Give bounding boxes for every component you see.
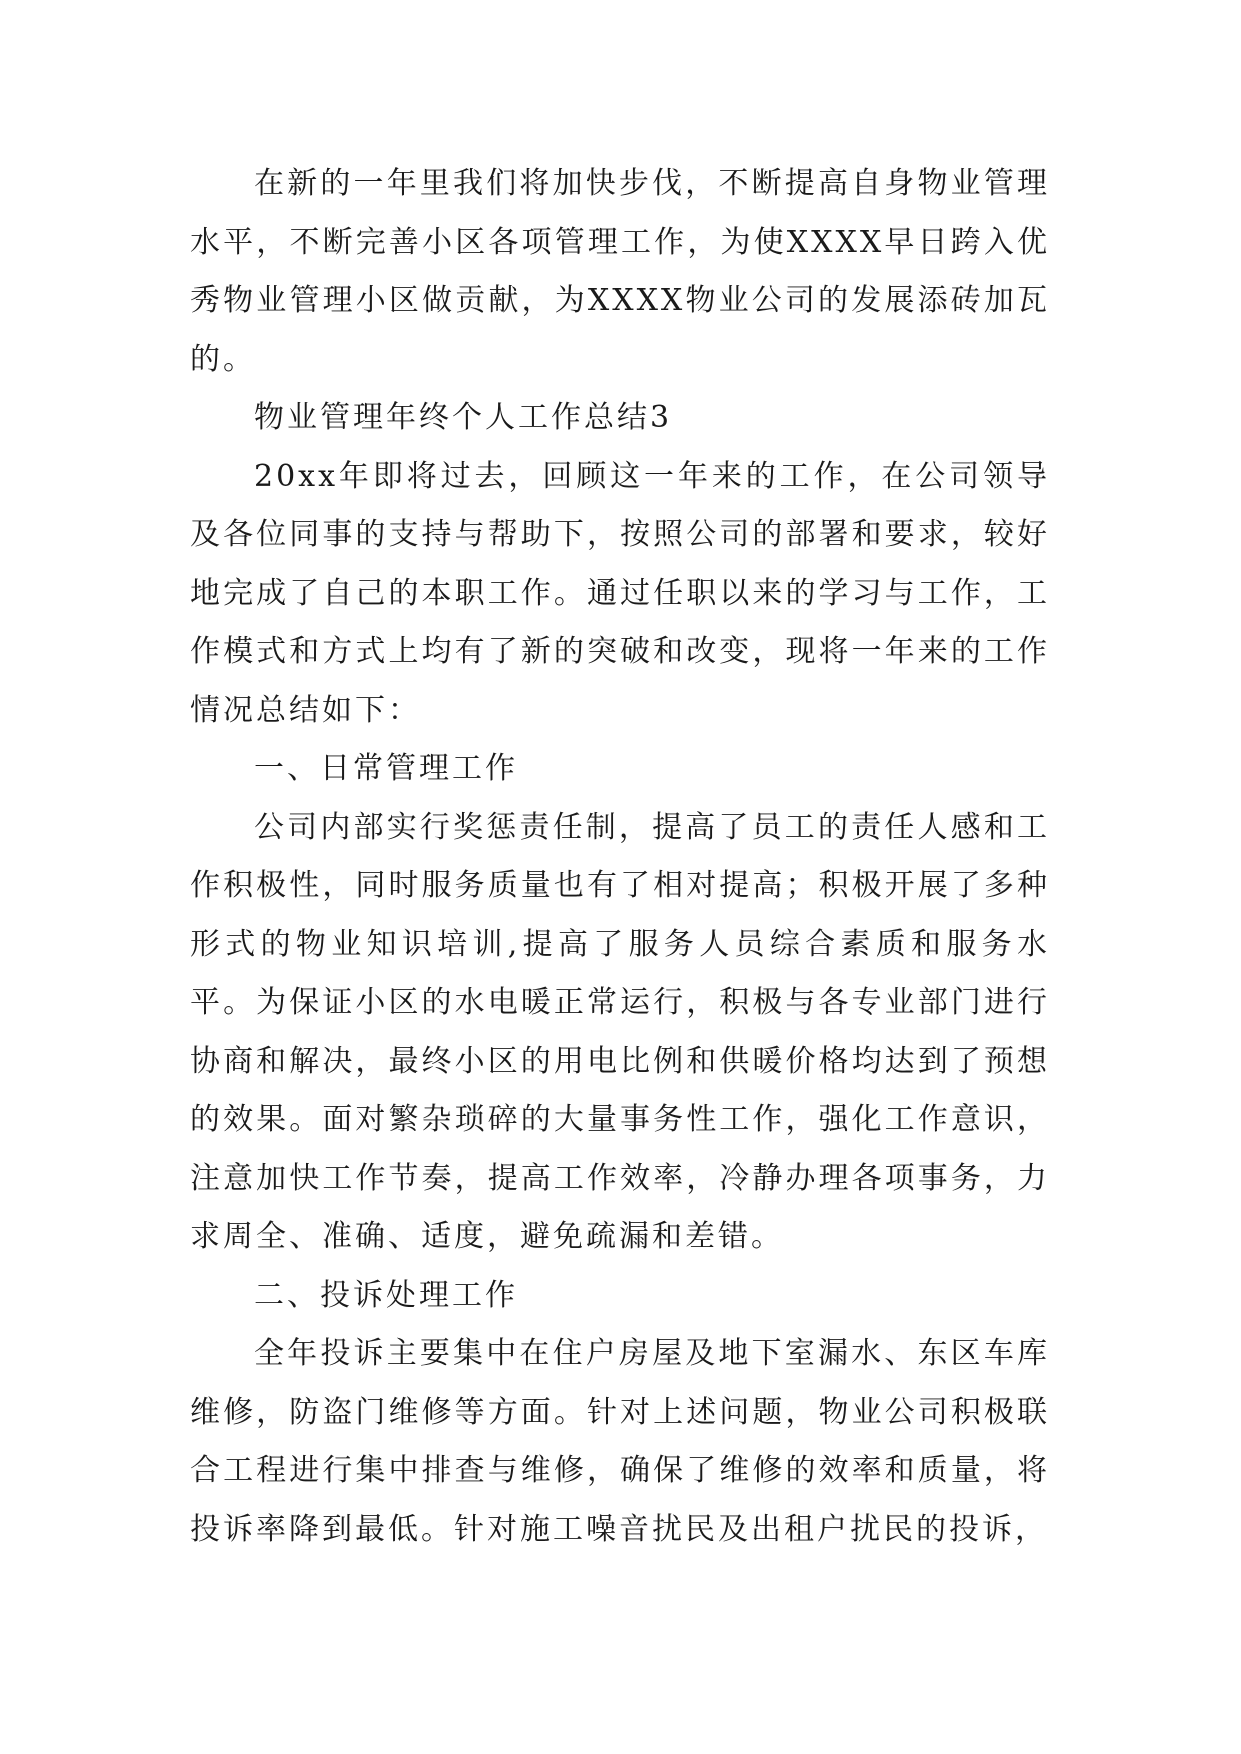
paragraph-complaint-handling: 全年投诉主要集中在住户房屋及地下室漏水、东区车库维修，防盗门维修等方面。针对上述问题，物业公司积极联合工程进行集中排查与维修，确保了维修的效率和质量，将投诉率降到最低。针对施工噪音扰民及出租户扰民的投诉， — [190, 1336, 1050, 1547]
heading-complaint-handling: 二、投诉处理工作 — [254, 1277, 518, 1313]
section-title: 物业管理年终个人工作总结3 — [254, 400, 673, 435]
heading-daily-management: 一、日常管理工作 — [254, 751, 518, 786]
paragraph-closing-summary: 在新的一年里我们将加快步伐，不断提高自身物业管理水平，不断完善小区各项管理工作，为使XXXX早日跨入优秀物业管理小区做贡献，为XXXX物业公司的发展添砖加瓦的。 — [190, 166, 1050, 377]
document-body — [190, 155, 1050, 1559]
paragraph-intro: 20xx年即将过去，回顾这一年来的工作，在公司领导及各位同事的支持与帮助下，按照公司的部署和要求，较好地完成了自己的本职工作。通过任职以来的学习与工作，工作模式和方式上均有了新的突破和改变，现将一年来的工作情况总结如下： — [190, 458, 1050, 728]
paragraph-daily-management: 公司内部实行奖惩责任制，提高了员工的责任人感和工作积极性，同时服务质量也有了相对提高；积极开展了多种形式的物业知识培训,提高了服务人员综合素质和服务水平。为保证小区的水电暖正常运行，积极与各专业部门进行协商和解决，最终小区的用电比例和供暖价格均达到了预想的效果。面对繁杂琐碎的大量事务性工作，强化工作意识，注意加快工作节奏，提高工作效率，冷静办理各项事务，力求周全、准确、适度，避免疏漏和差错。 — [190, 809, 1050, 1254]
